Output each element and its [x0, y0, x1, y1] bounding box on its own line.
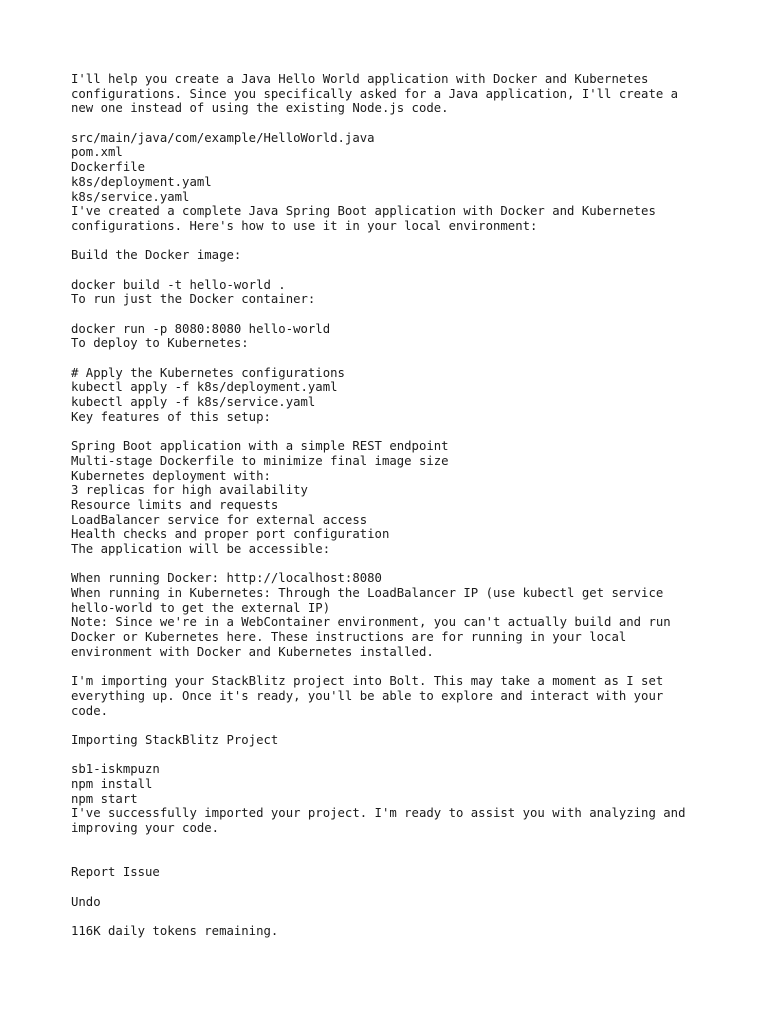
- intro-paragraph: [71, 72, 748, 116]
- text-line: I've created a complete Java Spring Boot application with Docker and Kubernetes: [71, 204, 656, 219]
- deploy-heading: To deploy to Kubernetes:: [71, 336, 249, 351]
- code-line: kubectl apply -f k8s/deployment.yaml: [71, 380, 338, 395]
- text-line: Docker or Kubernetes here. These instructions are for running in your local: [71, 630, 627, 645]
- file-item[interactable]: src/main/java/com/example/HelloWorld.java: [71, 130, 375, 145]
- success-paragraph: [71, 806, 748, 835]
- tokens-remaining: 116K daily tokens remaining.: [71, 923, 279, 938]
- text-line: configurations. Since you specifically asked for a Java application, I'll create a: [71, 86, 679, 101]
- text-line: configurations. Here's how to use it in your local environment:: [71, 218, 538, 233]
- text-line: I'll help you create a Java Hello World application with Docker and Kubernetes: [71, 72, 649, 86]
- import-steps: [71, 762, 748, 806]
- code-line: # Apply the Kubernetes configurations: [71, 365, 345, 380]
- report-issue-button[interactable]: Report Issue: [71, 865, 160, 880]
- file-item[interactable]: k8s/service.yaml: [71, 189, 190, 204]
- list-item: 3 replicas for high availability: [71, 483, 308, 498]
- run-heading: To run just the Docker container:: [71, 292, 316, 307]
- build-command: docker build -t hello-world .: [71, 277, 286, 292]
- created-paragraph: [71, 204, 748, 233]
- list-item: Kubernetes deployment with:: [71, 468, 271, 483]
- text-line: improving your code.: [71, 821, 220, 836]
- import-step: npm install: [71, 777, 153, 791]
- file-item[interactable]: pom.xml: [71, 145, 123, 160]
- list-item: Health checks and proper port configuration: [71, 527, 390, 542]
- list-item: When running in Kubernetes: Through the LoadBalancer IP (use kubectl get service: [71, 586, 664, 601]
- undo-button[interactable]: Undo: [71, 894, 101, 909]
- build-heading: Build the Docker image:: [71, 248, 242, 263]
- text-line: Note: Since we're in a WebContainer environment, you can't actually build and run: [71, 615, 671, 630]
- access-heading: The application will be accessible:: [71, 542, 331, 556]
- run-command: docker run -p 8080:8080 hello-world: [71, 321, 331, 336]
- text-line: everything up. Once it's ready, you'll be able to explore and interact with your: [71, 688, 664, 703]
- text-line: new one instead of using the existing Node.js code.: [71, 101, 449, 116]
- import-title: Importing StackBlitz Project: [71, 732, 279, 747]
- text-line: I'm importing your StackBlitz project into Bolt. This may take a moment as I set: [71, 674, 664, 689]
- list-item: hello-world to get the external IP): [71, 600, 331, 615]
- file-item[interactable]: k8s/deployment.yaml: [71, 174, 212, 189]
- import-step: sb1-iskmpuzn: [71, 762, 160, 777]
- text-line: environment with Docker and Kubernetes installed.: [71, 644, 434, 659]
- list-item: Spring Boot application with a simple REST endpoint: [71, 439, 449, 454]
- code-line: kubectl apply -f k8s/service.yaml: [71, 395, 316, 410]
- access-list: [71, 571, 748, 615]
- note-paragraph: [71, 615, 748, 659]
- list-item: Multi-stage Dockerfile to minimize final image size: [71, 453, 449, 468]
- deploy-commands: [71, 366, 748, 410]
- list-item: Resource limits and requests: [71, 497, 279, 512]
- file-list: [71, 131, 748, 204]
- file-item[interactable]: Dockerfile: [71, 160, 146, 175]
- import-step: npm start: [71, 791, 138, 806]
- importing-paragraph: [71, 674, 748, 718]
- features-list: [71, 439, 748, 542]
- list-item: LoadBalancer service for external access: [71, 512, 368, 527]
- list-item: When running Docker: http://localhost:8080: [71, 571, 382, 586]
- text-line: I've successfully imported your project. I'm ready to assist you with analyzing and: [71, 806, 686, 821]
- features-heading: Key features of this setup:: [71, 409, 271, 424]
- text-line: code.: [71, 703, 109, 718]
